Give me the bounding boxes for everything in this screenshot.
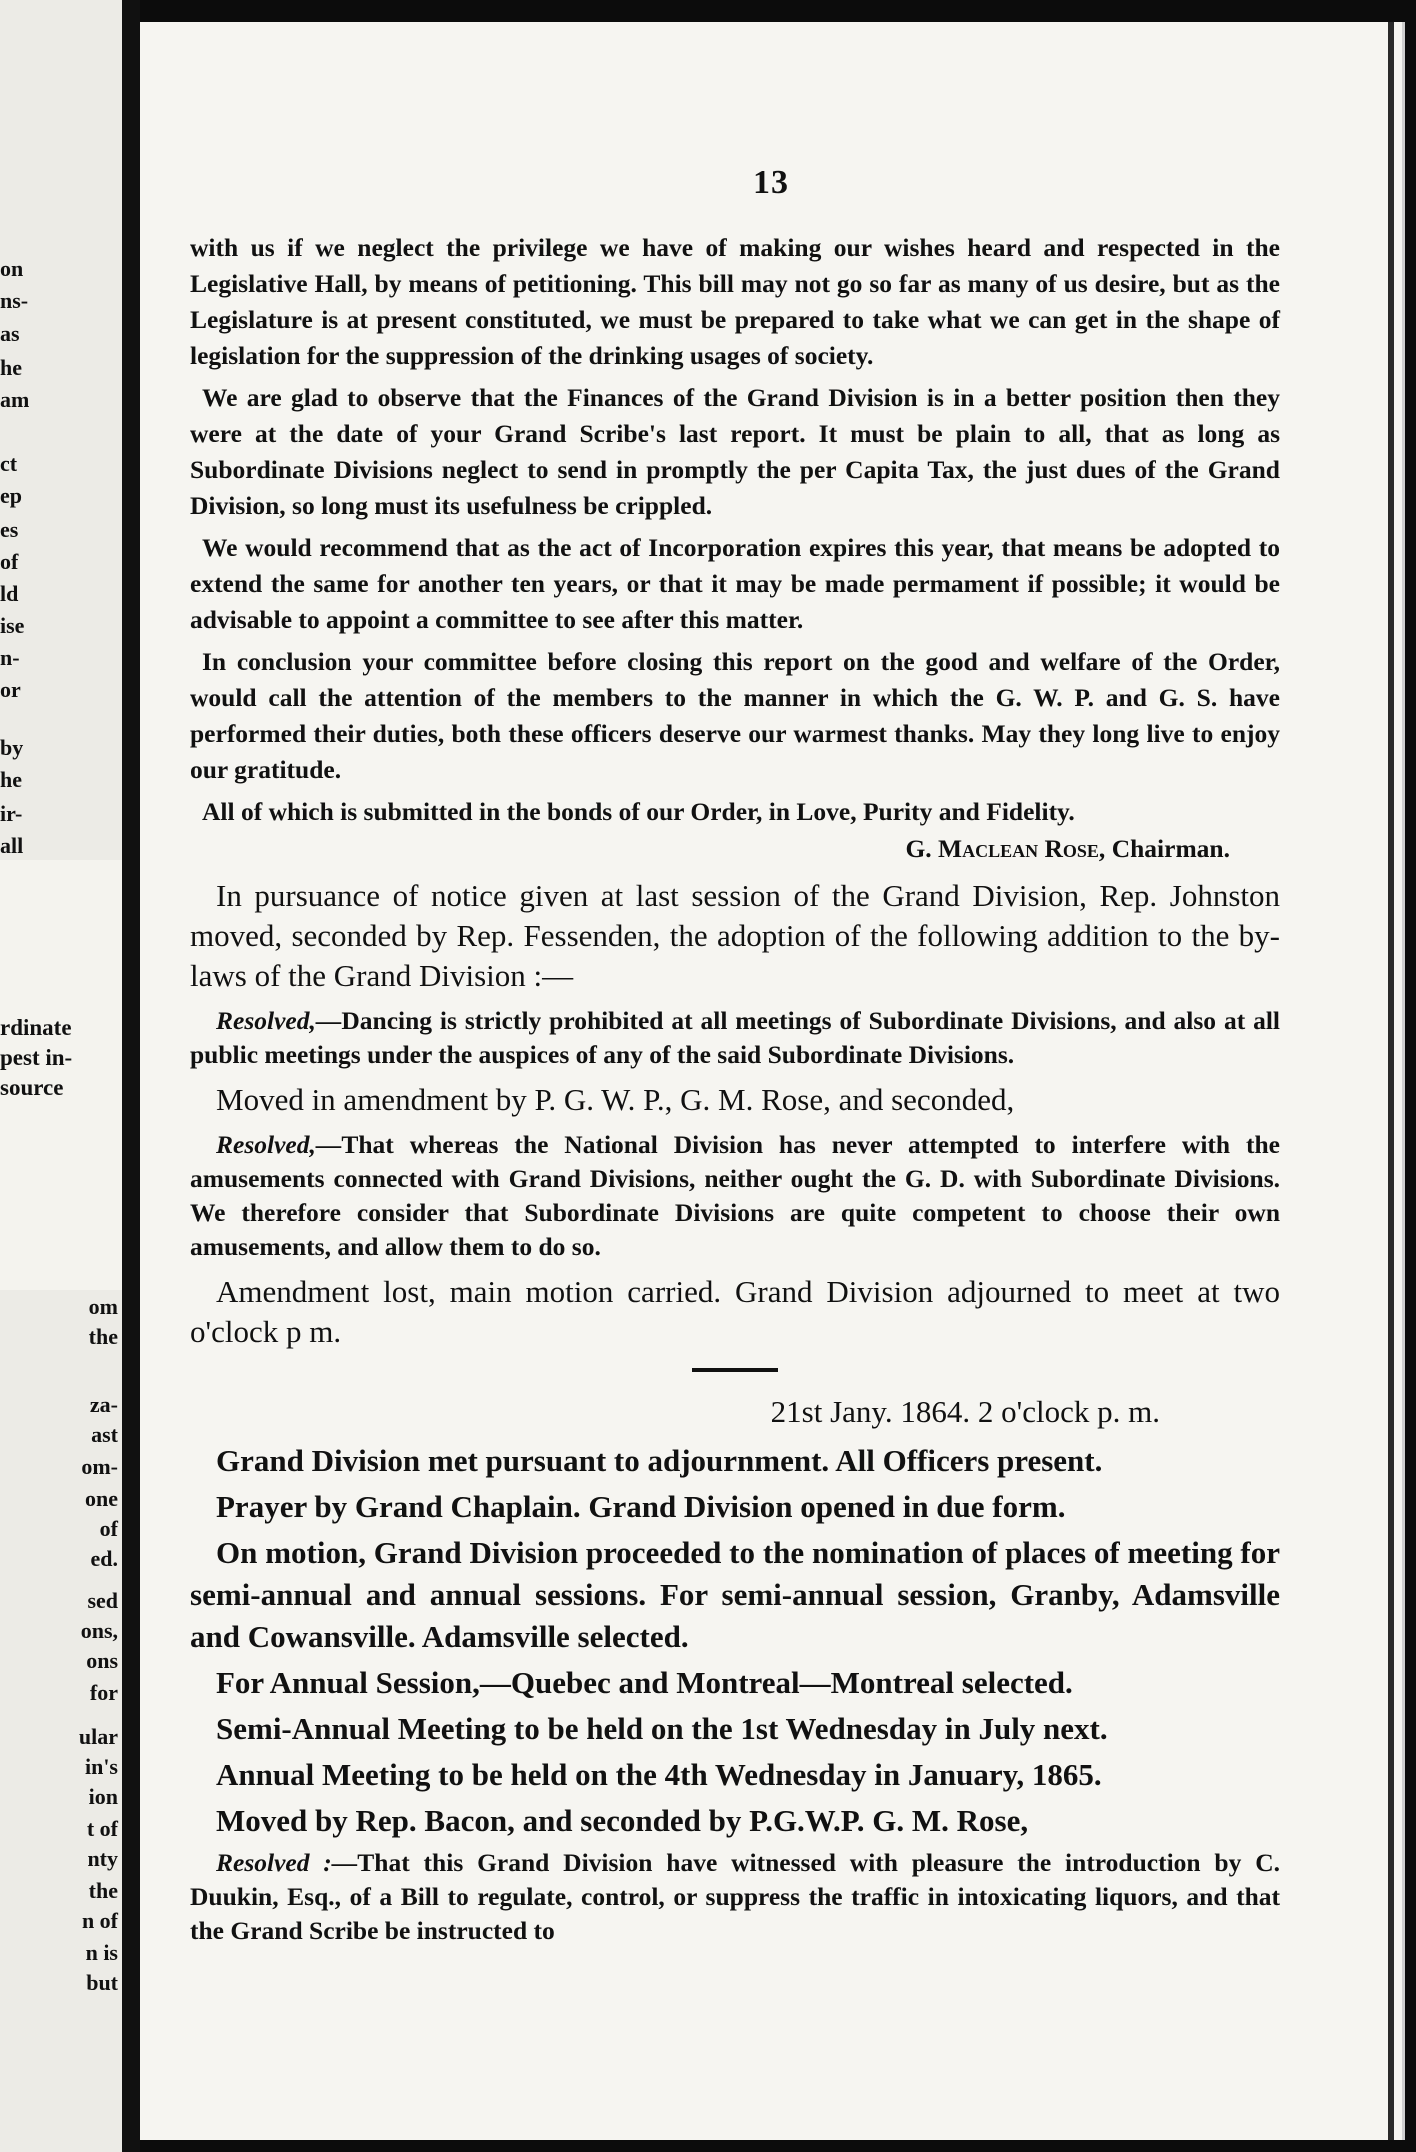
afternoon-paragraph: Moved by Rep. Bacon, and seconded by P.G.W.P. G. M. Rose, — [216, 1803, 1029, 1838]
resolution-paragraph — [190, 1004, 1280, 1072]
left-fragment: ion — [88, 1784, 118, 1809]
resolved-label: Resolved :— — [216, 1848, 358, 1877]
session-dateline: 21st Jany. 1864. 2 o'clock p. m. — [770, 1394, 1160, 1429]
paragraph: We are glad to observe that the Finances of the Grand Division is in a better position then they were at the date of your Grand Scribe's last report. It must be plain to all, that as long as Subordinate Divisions neglect to send in promptly the per Capita Tax, the just dues of the Grand Division, so long must its usefulness be crippled. — [190, 383, 1280, 520]
left-fragment: he — [0, 355, 22, 380]
report-signature — [190, 834, 1230, 864]
page-edge — [1388, 22, 1394, 2140]
resolution-paragraph — [190, 1846, 1280, 1948]
left-fragment: n- — [0, 645, 20, 670]
afternoon-paragraph: Semi-Annual Meeting to be held on the 1st Wednesday in July next. — [216, 1711, 1108, 1746]
left-fragment: all — [0, 833, 24, 858]
left-fragment: ons — [86, 1648, 118, 1673]
left-fragment: as — [0, 321, 20, 346]
left-fragment: ast — [91, 1422, 118, 1447]
left-fragment: n is — [85, 1940, 118, 1965]
left-fragment: by — [0, 735, 24, 760]
resolved-label: Resolved,— — [216, 1130, 342, 1159]
book-gutter — [122, 0, 140, 2152]
amendment-paragraph: Moved in amendment by P. G. W. P., G. M. Rose, and seconded, — [216, 1082, 1015, 1117]
left-fragment: the — [88, 1878, 118, 1903]
left-fragment: pest in- — [0, 1045, 73, 1070]
signature-title: Chairman. — [1111, 834, 1230, 863]
afternoon-paragraph: On motion, Grand Division proceeded to the nomination of places of meeting for semi-annual and annual sessions. For semi-annual session, Granby, Adamsville and Cowansville. Adamsville selected. — [190, 1535, 1280, 1654]
left-fragment: ns- — [0, 288, 29, 313]
left-fragment: ise — [0, 613, 25, 638]
afternoon-paragraph: For Annual Session,—Quebec and Montreal—Montreal selected. — [216, 1665, 1073, 1700]
left-fragment: nty — [87, 1846, 118, 1871]
left-fragment: of — [99, 1516, 118, 1541]
left-fragment: ir- — [0, 801, 23, 826]
left-fragment: of — [0, 549, 19, 574]
page-number: 13 — [753, 164, 789, 201]
left-fragment: es — [0, 517, 19, 542]
left-fragment: sed — [87, 1588, 118, 1613]
resolved-label: Resolved,— — [216, 1006, 342, 1035]
left-fragment: for — [89, 1680, 118, 1705]
afternoon-paragraph: Annual Meeting to be held on the 4th Wednesday in January, 1865. — [216, 1757, 1102, 1792]
afternoon-paragraph: Prayer by Grand Chaplain. Grand Division opened in due form. — [216, 1489, 1066, 1524]
page-text — [190, 230, 1280, 1956]
resolved-text: That whereas the National Division has never attempted to interfere with the amusements connected with Grand Divisions, neither ought the G. D. with Subordinate Divisions. We therefore consider that Subordinate Divisions are quite competent to choose their own amusements, and allow them to do so. — [190, 1130, 1280, 1261]
left-fragment: ep — [0, 483, 22, 508]
motion-paragraph: In pursuance of notice given at last session of the Grand Division, Rep. Johnston moved, seconded by Rep. Fessenden, the adoption of the following addition to the by-laws of the Grand Division :— — [190, 878, 1280, 993]
paragraph: All of which is submitted in the bonds of our Order, in Love, Purity and Fidelity. — [202, 797, 1075, 826]
resolution-paragraph — [190, 1128, 1280, 1264]
main-page — [140, 22, 1405, 2140]
left-fragment: ons, — [80, 1618, 118, 1643]
left-fragment: ct — [0, 451, 18, 476]
left-fragment: om — [88, 1294, 118, 1319]
left-fragment: om- — [81, 1454, 118, 1479]
left-fragment: t of — [86, 1816, 118, 1841]
left-fragment: in's — [84, 1754, 118, 1779]
left-fragment: am — [0, 387, 30, 412]
resolved-text: That this Grand Division have witnessed with pleasure the introduction by C. Duukin, Esq., of a Bill to regulate, control, or suppress the traffic in intoxicating liquors, and that the Grand Scribe be instructed to — [190, 1848, 1280, 1945]
section-divider — [692, 1368, 778, 1372]
left-fragment: he — [0, 767, 22, 792]
paragraph: We would recommend that as the act of Incorporation expires this year, that means be adopted to extend the same for another ten years, or that it may be made permament if possible; it would be advisable to appoint a committee to see after this matter. — [190, 533, 1280, 634]
left-fragment: the — [88, 1324, 118, 1349]
afternoon-paragraph: Grand Division met pursuant to adjournment. All Officers present. — [216, 1443, 1103, 1478]
left-fragment: one — [85, 1486, 118, 1511]
left-fragment: ld — [0, 581, 19, 606]
left-fragment: za- — [89, 1392, 118, 1417]
left-fragment: ular — [78, 1724, 118, 1749]
left-fragment: or — [0, 677, 21, 702]
left-fragment: on — [0, 256, 24, 281]
paragraph: In conclusion your committee before closing this report on the good and welfare of the Order, would call the attention of the members to the manner in which the G. W. P. and G. S. have performed their duties, both these officers deserve our warmest thanks. May they long live to enjoy our gratitude. — [190, 647, 1280, 784]
resolved-text: Dancing is strictly prohibited at all meetings of Subordinate Divisions, and also at all public meetings under the auspices of any of the said Subordinate Divisions. — [190, 1006, 1280, 1069]
paragraph: with us if we neglect the privilege we have of making our wishes heard and respected in the Legislative Hall, by means of petitioning. This bill may not go so far as many of us desire, but as the Legislature is at present constituted, we must be prepared to take what we can get in the shape of legislation for the suppression of the drinking usages of society. — [190, 233, 1280, 370]
left-fragment: ed. — [90, 1546, 118, 1571]
left-fragment: rdinate — [0, 1015, 72, 1040]
left-fragment: n of — [81, 1908, 118, 1933]
amendment-result-paragraph: Amendment lost, main motion carried. Grand Division adjourned to meet at two o'clock p m. — [190, 1274, 1280, 1349]
left-fragment: but — [86, 1970, 118, 1995]
signature-name: G. Maclean Rose, — [905, 834, 1106, 863]
left-fragment: source — [0, 1075, 64, 1100]
